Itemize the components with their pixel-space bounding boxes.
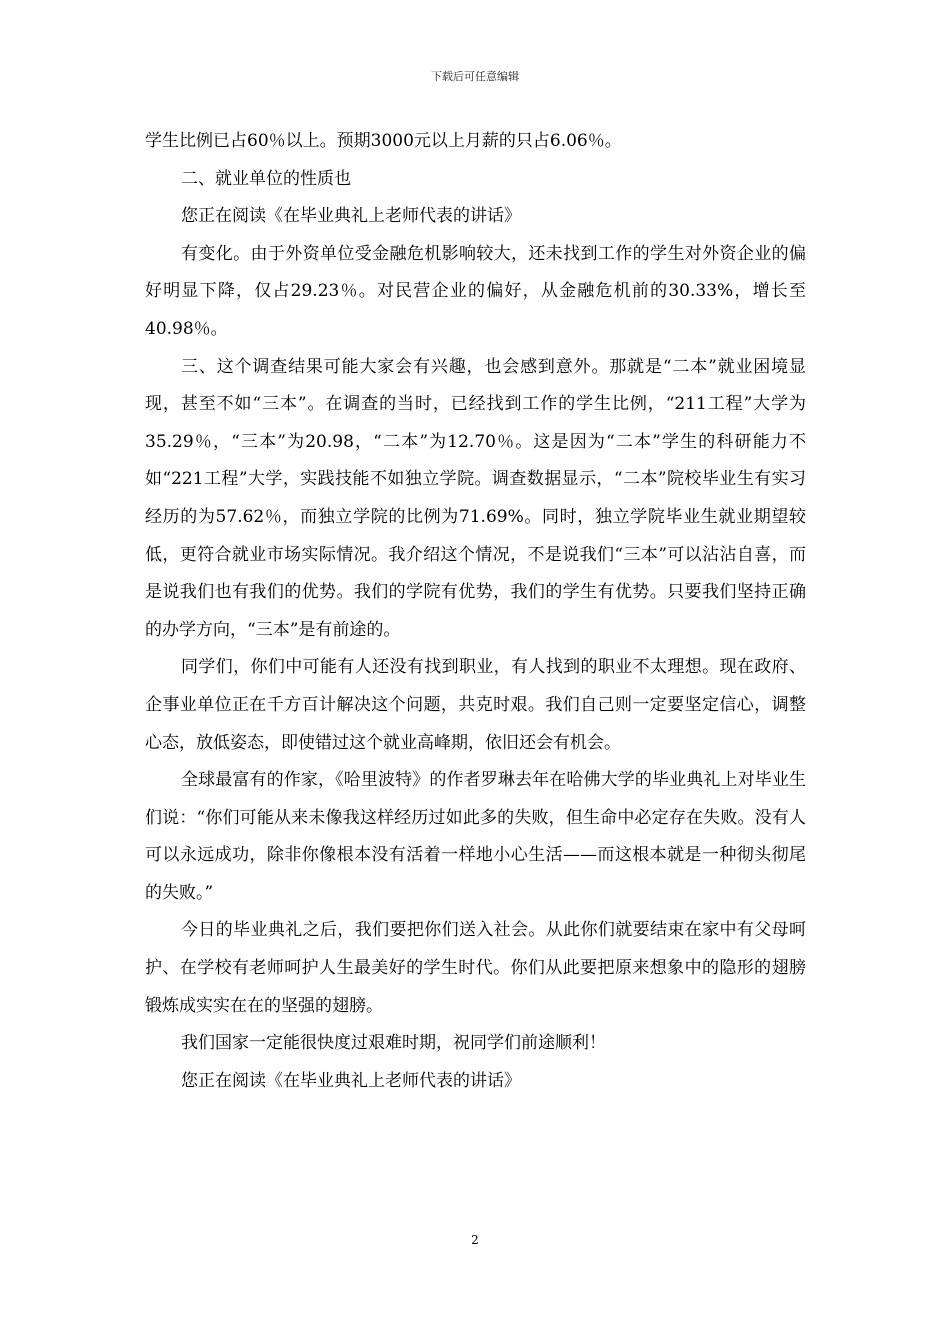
paragraph-employer-preference: 有变化。由于外资单位受金融危机影响较大，还未找到工作的学生对外资企业的偏好明显下降，仅占29.23％。对民营企业的偏好，从金融危机前的30.33%，增长至40.98％。 [145,243,806,339]
paragraph-students: 同学们，你们中可能有人还没有找到职业，有人找到的职业不太理想。现在政府、企事业单位正在千方百计解决这个问题，共克时艰。我们自己则一定要坚定信心，调整心态，放低姿态，即使错过这个就业高峰期，依旧还会有机会。 [145,657,806,753]
paragraph-section-three: 三、这个调查结果可能大家会有兴趣，也会感到意外。那就是“二本”就业困境显现，甚至不如“三本”。在调查的当时，已经找到工作的学生比例，“211工程”大学为35.29％，“三本”为20.98，“二本”为12.70％。这是因为“二本”学生的科研能力不如“221工程”大学，实践技能不如独立学院。调查数据显示，“二本”院校毕业生有实习经历的为57.62％，而独立学院的比例为71.69%。同时，独立学院毕业生就业期望较低，更符合就业市场实际情况。我介绍这个情况，不是说我们“三本”可以沾沾自喜，而是说我们也有我们的优势。我们的学院有优势，我们的学生有优势。只要我们坚持正确的办学方向，“三本”是有前途的。 [145,356,806,640]
paragraph-graduation: 今日的毕业典礼之后，我们要把你们送入社会。从此你们就要结束在家中有父母呵护、在学校有老师呵护人生最美好的学生时代。你们从此要把原来想象中的隐形的翅膀锻炼成实实在在的坚强的翅膀。 [145,920,806,1016]
paragraph-wishes: 我们国家一定能很快度过艰难时期，祝同学们前途顺利！ [181,1033,606,1054]
page-number: 2 [471,1233,479,1247]
document-body [145,123,806,1100]
paragraph-continuation: 学生比例已占60％以上。预期3000元以上月薪的只占6.06％。 [145,131,622,151]
paragraph-section-two: 二、就业单位的性质也 [181,168,351,189]
page-header: 下载后可任意编辑 [431,70,519,83]
paragraph-reading-notice-end: 您正在阅读《在毕业典礼上老师代表的讲话》 [181,1070,521,1091]
paragraph-reading-notice: 您正在阅读《在毕业典礼上老师代表的讲话》 [181,206,521,227]
paragraph-rowling-quote: 全球最富有的作家，《哈里波特》的作者罗琳去年在哈佛大学的毕业典礼上对毕业生们说：“你们可能从来未像我这样经历过如此多的失败，但生命中必定存在失败。没有人可以永远成功，除非你像根本没有活着一样地小心生活——而这根本就是一种彻头彻尾的失败。” [145,770,806,903]
